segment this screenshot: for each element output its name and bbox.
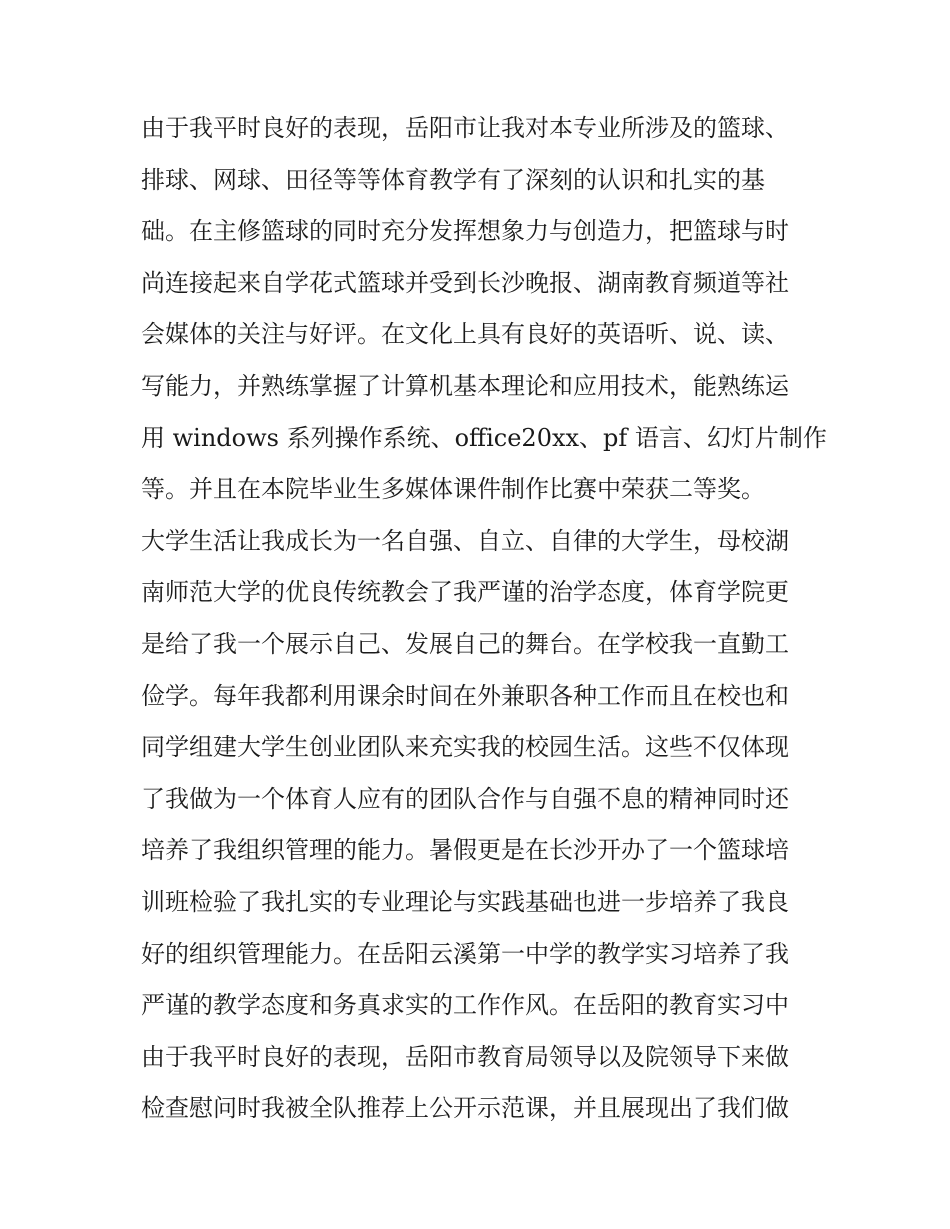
text-line: 等。并且在本院毕业生多媒体课件制作比赛中荣获二等奖。 [141, 475, 765, 504]
text-line: 写能力，并熟练掌握了计算机基本理论和应用技术，能熟练运 [141, 371, 789, 400]
text-line: 南师范大学的优良传统教会了我严谨的治学态度，体育学院更 [141, 578, 789, 607]
text-line: 大学生活让我成长为一名自强、自立、自律的大学生，母校湖 [141, 526, 789, 555]
text-line: 础。在主修篮球的同时充分发挥想象力与创造力，把篮球与时 [141, 217, 789, 246]
text-line: 同学组建大学生创业团队来充实我的校园生活。这些不仅体现 [141, 733, 789, 762]
text-line: 由于我平时良好的表现，岳阳市教育局领导以及院领导下来做 [141, 1042, 789, 1071]
text-line: 尚连接起来自学花式篮球并受到长沙晚报、湖南教育频道等社 [141, 268, 789, 297]
text-line: 用 windows 系列操作系统、office20xx、pf 语言、幻灯片制作 [141, 423, 827, 452]
text-line: 检查慰问时我被全队推荐上公开示范课，并且展现出了我们做 [141, 1094, 789, 1123]
text-line: 了我做为一个体育人应有的团队合作与自强不息的精神同时还 [141, 784, 789, 813]
text-line: 严谨的教学态度和务真求实的工作作风。在岳阳的教育实习中 [141, 991, 789, 1020]
text-line: 会媒体的关注与好评。在文化上具有良好的英语听、说、读、 [141, 320, 789, 349]
text-line: 由于我平时良好的表现，岳阳市让我对本专业所涉及的篮球、 [141, 114, 789, 142]
text-line: 训班检验了我扎实的专业理论与实践基础也进一步培养了我良 [141, 887, 789, 916]
text-line: 俭学。每年我都利用课余时间在外兼职各种工作而且在校也和 [141, 681, 789, 710]
text-line: 是给了我一个展示自己、发展自己的舞台。在学校我一直勤工 [141, 629, 789, 658]
text-line: 好的组织管理能力。在岳阳云溪第一中学的教学实习培养了我 [141, 939, 789, 968]
text-line: 排球、网球、田径等等体育教学有了深刻的认识和扎实的基 [141, 165, 765, 194]
body-text [141, 103, 827, 1135]
text-line: 培养了我组织管理的能力。暑假更是在长沙开办了一个篮球培 [141, 836, 789, 865]
